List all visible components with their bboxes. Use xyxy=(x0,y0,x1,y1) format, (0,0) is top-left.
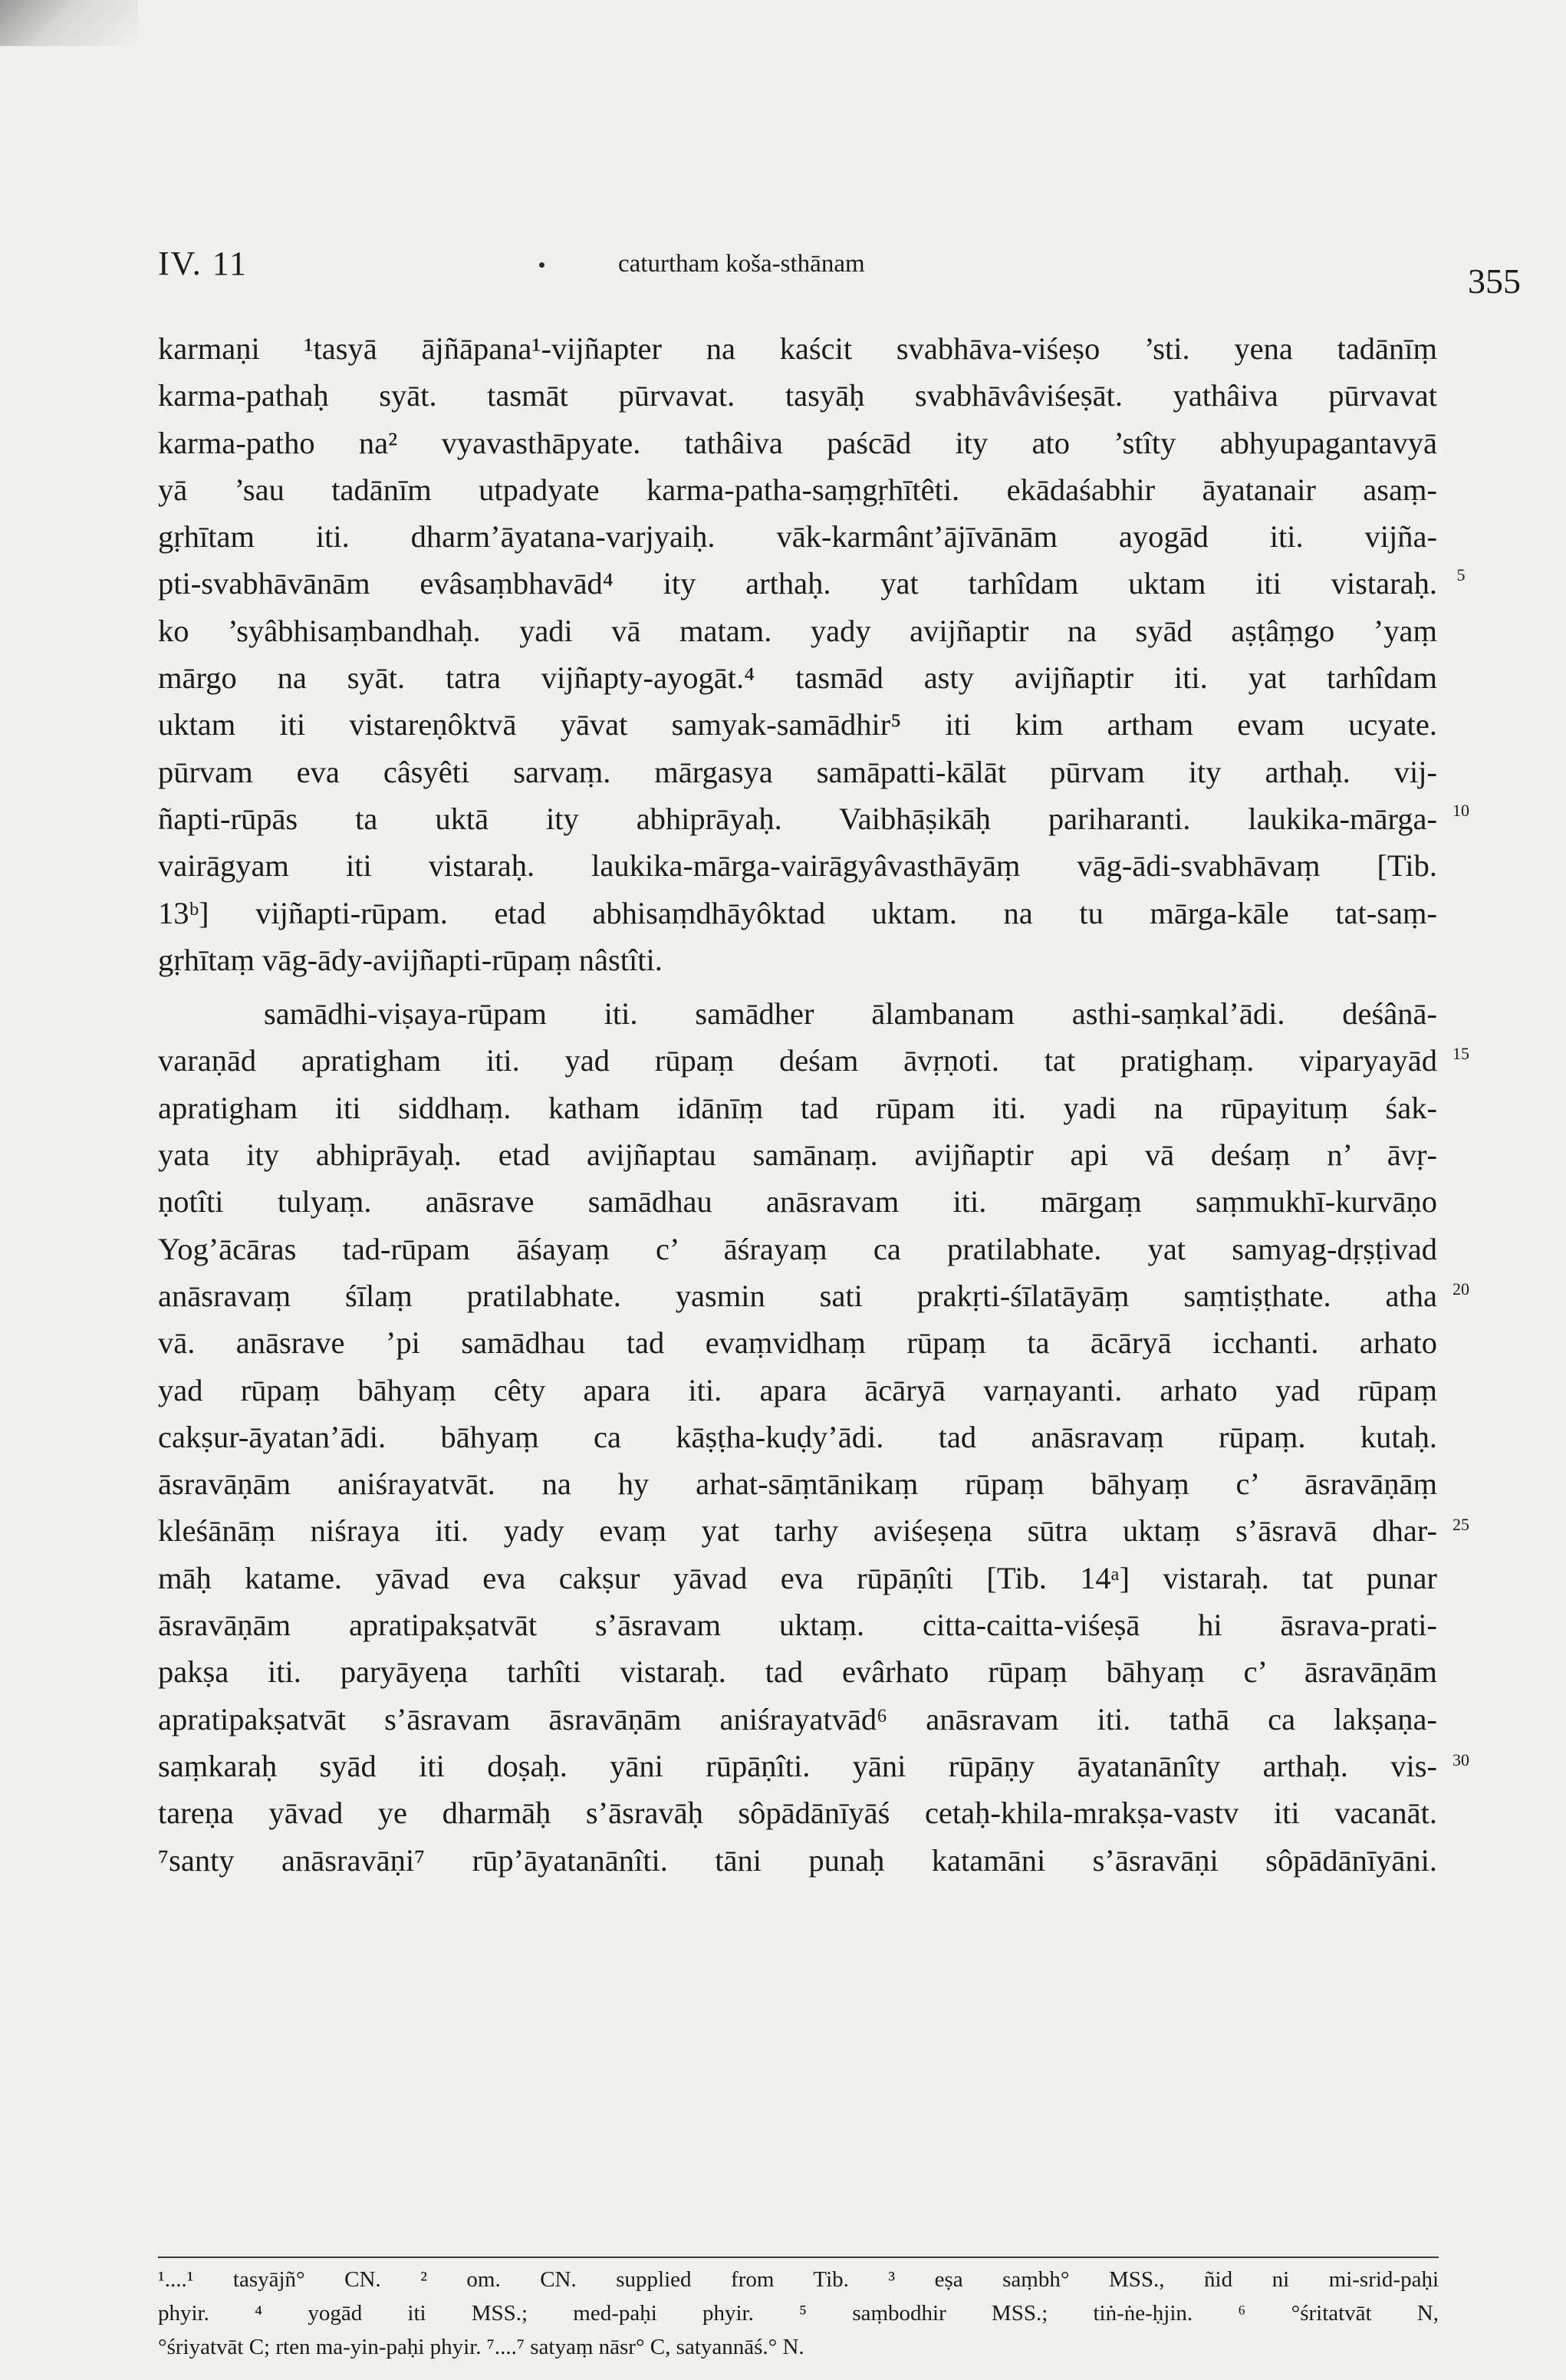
main-text xyxy=(158,325,1437,1884)
text-line: Yog’ācāras tad-rūpam āśayaṃ c’ āśrayaṃ ca pratilabhate. yat samyag-dṛṣṭivad xyxy=(158,1231,1437,1266)
text-line: anāsravaṃ śīlaṃ pratilabhate. yasmin sati prakṛti-śīlatāyāṃ saṃtiṣṭhate. atha xyxy=(158,1278,1437,1313)
text-line: vā. anāsrave ’pi samādhau tad evaṃvidhaṃ rūpaṃ ta ācāryā icchanti. arhato xyxy=(158,1325,1437,1361)
text-line: ko ’syâbhisaṃbandhaḥ. yadi vā matam. yady avijñaptir na syād aṣṭâṃgo ’yaṃ xyxy=(158,613,1437,648)
text-line: karmaṇi ¹tasyā ājñāpana¹-vijñapter na kaścit svabhāva-viśeṣo ’sti. yena tadānīṃ xyxy=(158,331,1437,366)
text-line: āsravāṇām apratipakṣatvāt s’āsravam uktaṃ. citta-caitta-viśeṣā hi āsrava-prati- xyxy=(158,1608,1437,1643)
text-line: pti-svabhāvānām evâsaṃbhavād⁴ ity arthaḥ. yat tarhîdam uktam iti vistaraḥ. xyxy=(158,566,1437,601)
text-line: apratipakṣatvāt s’āsravam āsravāṇām aniśrayatvād⁶ anāsravam iti. tathā ca lakṣaṇa- xyxy=(158,1701,1437,1736)
line-number-15: 15 xyxy=(1452,1044,1469,1063)
text-line: uktam iti vistareṇôktvā yāvat samyak-samādhir⁵ iti kim artham evam ucyate. xyxy=(158,707,1437,742)
text-line: mārgo na syāt. tatra vijñapty-ayogāt.⁴ tasmād asty avijñaptir iti. yat tarhîdam xyxy=(158,660,1437,696)
line-number-10: 10 xyxy=(1452,801,1469,820)
line-number-30: 30 xyxy=(1452,1750,1469,1769)
text-line: tareṇa yāvad ye dharmāḥ s’āsravāḥ sôpādānīyāś cetaḥ-khila-mrakṣa-vastv iti vacanāt. xyxy=(158,1796,1437,1831)
running-header xyxy=(158,244,1521,305)
footnote-line: phyir. ⁴ yogād iti MSS.; med-paḥi phyir. ⁵ saṃbodhir MSS.; tiṅ-ṅe-ḥjin. ⁶ °śritatvāt N, xyxy=(158,2301,1439,2326)
section-number: IV. 11 xyxy=(158,245,248,282)
text-line: ṇotîti tulyaṃ. anāsrave samādhau anāsravam iti. mārgaṃ saṃmukhī-kurvāṇo xyxy=(158,1184,1437,1220)
text-line: yā ’sau tadānīm utpadyate karma-patha-saṃgṛhītêti. ekādaśabhir āyatanair asaṃ- xyxy=(158,472,1437,507)
text-line: āsravāṇām aniśrayatvāt. na hy arhat-sāṃtānikaṃ rūpaṃ bāhyaṃ c’ āsravāṇāṃ xyxy=(158,1467,1437,1502)
text-line: kleśānāṃ niśraya iti. yady evaṃ yat tarhy aviśeṣeṇa sūtra uktaṃ s’āsravā dhar- xyxy=(158,1513,1437,1549)
footnote-line: °śriyatvāt C; rten ma-yin-paḥi phyir. ⁷....⁷ satyaṃ nāsr° C, satyannāś.° N. xyxy=(158,2335,804,2359)
line-number-25: 25 xyxy=(1452,1515,1469,1534)
text-line: apratigham iti siddhaṃ. katham idānīṃ tad rūpam iti. yadi na rūpayituṃ śak- xyxy=(158,1090,1437,1125)
footnote-line: ¹....¹ tasyājñ° CN. ² om. CN. supplied from Tib. ³ eṣa saṃbh° MSS., ñid ni mi-srid-paḥi xyxy=(158,2267,1439,2292)
text-line: gṛhītaṃ vāg-ādy-avijñapti-rūpaṃ nâstîti. xyxy=(158,942,663,977)
running-title: caturtham koša-sthānam xyxy=(618,250,865,278)
footnote-rule xyxy=(158,2257,1439,2258)
text-line: karma-pathaḥ syāt. tasmāt pūrvavat. tasyāḥ svabhāvâviśeṣāt. yathâiva pūrvavat xyxy=(158,378,1437,413)
text-line: 13ᵇ] vijñapti-rūpam. etad abhisaṃdhāyôktad uktam. na tu mārga-kāle tat-saṃ- xyxy=(158,895,1437,930)
line-number-5: 5 xyxy=(1456,565,1466,584)
text-line: māḥ katame. yāvad eva cakṣur yāvad eva rūpāṇîti [Tib. 14ᵃ] vistaraḥ. tat punar xyxy=(158,1560,1437,1595)
page-number: 355 xyxy=(1468,262,1521,301)
text-line: pūrvam eva câsyêti sarvaṃ. mārgasya samāpatti-kālāt pūrvam ity arthaḥ. vij- xyxy=(158,754,1437,789)
line-number-20: 20 xyxy=(1452,1279,1469,1299)
text-line: yata ity abhiprāyaḥ. etad avijñaptau samānaṃ. avijñaptir api vā deśaṃ n’ āvṛ- xyxy=(158,1137,1437,1173)
paragraph-start-line: samādhi-viṣaya-rūpam iti. samādher ālambanam asthi-saṃkal’ādi. deśânā- xyxy=(264,996,1437,1032)
text-line: varaṇād apratigham iti. yad rūpaṃ deśam āvṛṇoti. tat pratighaṃ. viparyayād xyxy=(158,1043,1437,1078)
text-line: karma-patho na² vyavasthāpyate. tathâiva paścād ity ato ’stîty abhyupagantavyā xyxy=(158,425,1437,460)
text-line: saṃkaraḥ syād iti doṣaḥ. yāni rūpāṇîti. yāni rūpāṇy āyatanānîty arthaḥ. vis- xyxy=(158,1748,1437,1783)
text-line: gṛhītam iti. dharm’āyatana-varjyaiḥ. vāk-karmânt’ājīvānām ayogād iti. vijña- xyxy=(158,519,1437,555)
header-dot xyxy=(539,262,544,268)
text-line: vairāgyam iti vistaraḥ. laukika-mārga-vairāgyâvasthāyāṃ vāg-ādi-svabhāvaṃ [Tib. xyxy=(158,848,1437,884)
text-line: cakṣur-āyatan’ādi. bāhyaṃ ca kāṣṭha-kuḍy’ādi. tad anāsravaṃ rūpaṃ. kutaḥ. xyxy=(158,1419,1437,1454)
scan-corner-shadow xyxy=(0,0,138,46)
text-line: pakṣa iti. paryāyeṇa tarhîti vistaraḥ. tad evârhato rūpaṃ bāhyaṃ c’ āsravāṇām xyxy=(158,1654,1437,1690)
text-line: ⁷santy anāsravāṇi⁷ rūp’āyatanānîti. tāni punaḥ katamāni s’āsravāṇi sôpādānīyāni. xyxy=(158,1842,1437,1878)
footnotes xyxy=(158,2257,1439,2364)
text-line: yad rūpaṃ bāhyaṃ cêty apara iti. apara ācāryā varṇayanti. arhato yad rūpaṃ xyxy=(158,1372,1437,1407)
text-line: ñapti-rūpās ta uktā ity abhiprāyaḥ. Vaibhāṣikāḥ pariharanti. laukika-mārga- xyxy=(158,801,1437,836)
